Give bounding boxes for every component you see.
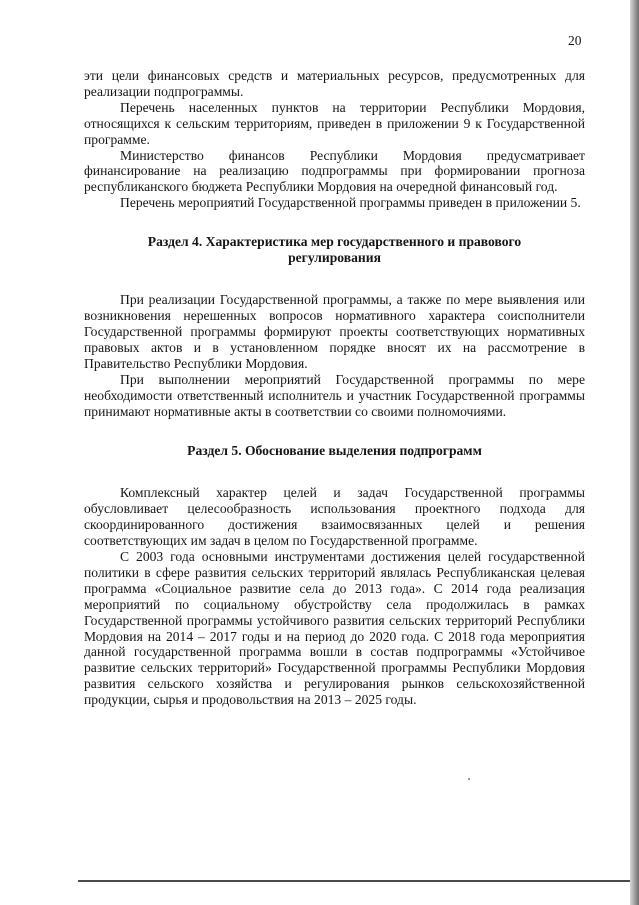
paragraph: Перечень населенных пунктов на территории Республики Мордовия, относящихся к сельским территориям, приведен в приложении 9 к Государственной программе. <box>84 99 585 147</box>
page-content <box>84 68 585 708</box>
section-4-heading <box>84 234 585 266</box>
scan-right-edge <box>630 0 639 905</box>
paragraph: При выполнении мероприятий Государственной программы по мере необходимости ответственный исполнитель и участник Государственной программы принимают нормативные акты в соответствии со своими полномочиями. <box>84 371 585 419</box>
paragraph: Министерство финансов Республики Мордовия предусматривает финансирование на реализацию подпрограммы при формировании прогноза республиканского бюджета Республики Мордовия на очередной финансовый год. <box>84 147 585 195</box>
intro-paragraphs <box>84 68 585 211</box>
section-4-body <box>84 292 585 419</box>
paragraph: Перечень мероприятий Государственной программы приведен в приложении 5. <box>120 195 581 211</box>
paragraph: Комплексный характер целей и задач Государственной программы обусловливает целесообразность использования проектного подхода для скоординированного достижения взаимосвязанных целей и решения соответствующих им задач в целом по Государственной программе. <box>84 485 585 549</box>
paragraph: эти цели финансовых средств и материальных ресурсов, предусмотренных для реализации подпрограммы. <box>84 68 585 99</box>
scan-speck <box>468 778 470 780</box>
scan-bottom-edge <box>78 880 630 882</box>
section-5-heading: Раздел 5. Обоснование выделения подпрограмм <box>187 443 482 459</box>
paragraph: С 2003 года основными инструментами достижения целей государственной политики в сфере развития сельских территорий являлась Республиканская целевая программа «Социальное развитие села до 2013 года». С 2014 года реализация мероприятий по социальному обустройству села продолжилась в рамках Государственной программы устойчивого развития сельских территорий Республики Мордовия на 2014 – 2017 годы и на период до 2020 года. С 2018 года мероприятия данной государственной программа вошли в состав подпрограммы «Устойчивое развитие сельских территорий» Государственной программы Республики Мордовия развития сельского хозяйства и регулирования рынков сельскохозяйственной продукции, сырья и продовольствия на 2013 – 2025 годы. <box>84 549 585 708</box>
section-4-heading-line-1: Раздел 4. Характеристика мер государственного и правового <box>147 234 522 250</box>
section-5-body <box>84 485 585 708</box>
paragraph: При реализации Государственной программы, а также по мере выявления или возникновения нерешенных вопросов нормативного характера соисполнители Государственной программы формируют проекты соответствующих нормативных правовых актов и в установленном порядке вносят их на рассмотрение в Правительство Республики Мордовия. <box>84 292 585 371</box>
page-number: 20 <box>568 33 582 48</box>
section-4-heading-line-2: регулирования <box>288 250 381 266</box>
